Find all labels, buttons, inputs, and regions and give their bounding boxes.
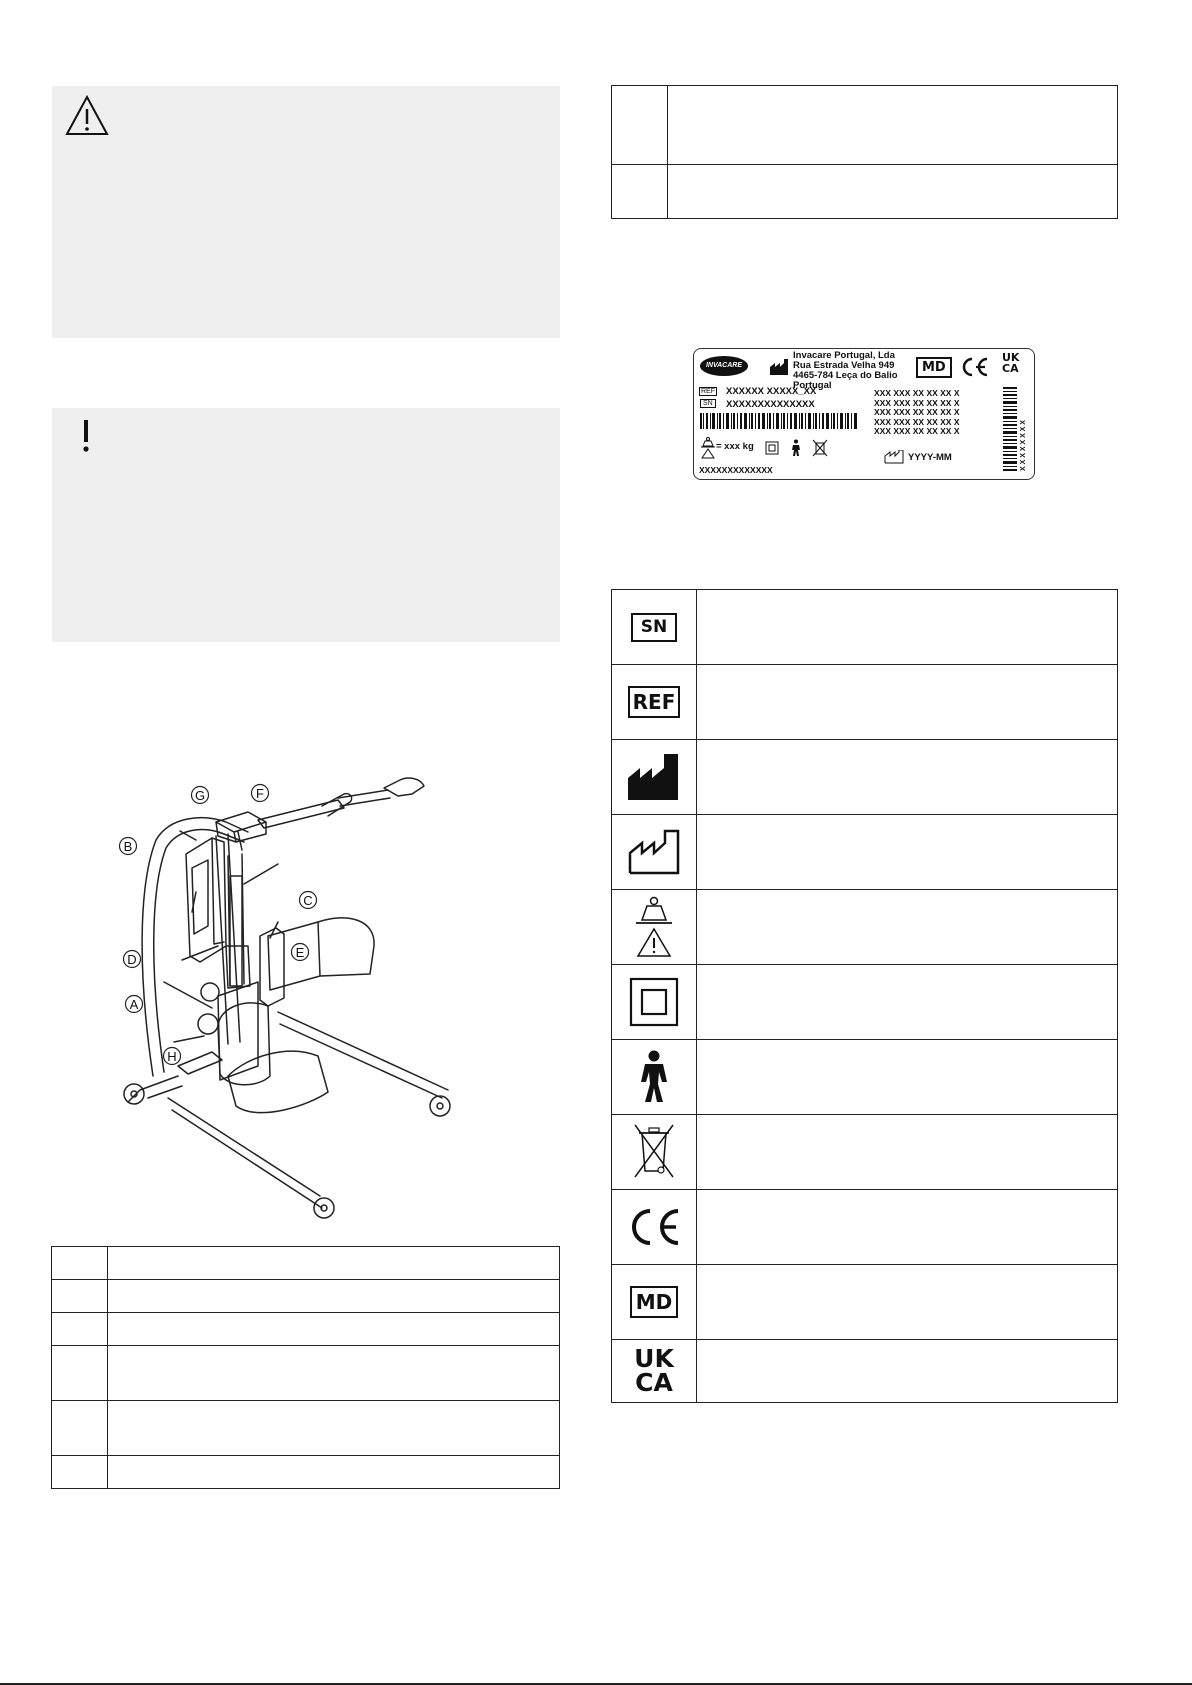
label-safe-load-icon [700, 437, 716, 459]
ukca-mark-icon: UK CA [634, 1344, 674, 1397]
table-row [52, 1247, 560, 1280]
table-row [612, 86, 1118, 165]
table-row [612, 815, 1118, 890]
label-md-mark: MD [916, 357, 952, 378]
label-weight: = xxx kg [716, 441, 754, 452]
table-row [612, 165, 1118, 219]
label-type-b-icon [790, 439, 802, 457]
sn-symbol: SN [631, 613, 677, 642]
components-table [51, 1246, 560, 1489]
table-row [612, 965, 1118, 1040]
manufacturer-address: Invacare Portugal, Lda Rua Estrada Velha 949 4465-784 Leça do Balio Portugal [793, 350, 898, 391]
safe-working-load-icon [634, 896, 674, 958]
table-row [612, 665, 1118, 740]
svg-text:E: E [295, 945, 305, 960]
table-row [52, 1280, 560, 1313]
table-row [52, 1313, 560, 1346]
label-vertical-code: X X X X X X X X [1020, 420, 1027, 471]
table-row [612, 740, 1118, 815]
svg-text:B: B [123, 839, 133, 854]
label-code-lines: XXX XXX XX XX XX X XXX XXX XX XX XX X XXX XXX XX XX XX X XXX XXX XX XX XX X XXX XXX XX XX XX X [874, 388, 960, 436]
md-symbol: MD [630, 1286, 679, 1318]
callout-g [192, 787, 209, 804]
label-ce-mark [959, 357, 989, 377]
invacare-logo: INVACARE [700, 356, 748, 376]
svg-text:D: D [127, 952, 137, 967]
table-row [612, 1340, 1118, 1403]
label-vertical-barcode [1003, 387, 1017, 473]
label-ref-value: XXXXXX XXXXX_XX [726, 386, 817, 397]
label-bottom-code: XXXXXXXXXXXXX [699, 465, 773, 475]
ce-mark-icon [626, 1207, 682, 1247]
table-row [612, 1190, 1118, 1265]
table-row [612, 1115, 1118, 1190]
weee-disposal-icon [633, 1123, 675, 1181]
table-row [612, 590, 1118, 665]
label-date-icon [884, 450, 904, 464]
date-of-manufacture-icon [628, 829, 680, 875]
callout-e [292, 944, 309, 961]
symbols-table [611, 589, 1118, 1403]
label-weee-icon [812, 439, 828, 457]
class-2-equipment-icon [629, 977, 679, 1027]
table-row [612, 1265, 1118, 1340]
svg-text:A: A [129, 997, 139, 1012]
top-right-table [611, 85, 1118, 219]
manufacturer-icon [770, 359, 788, 375]
label-date: YYYY-MM [908, 452, 952, 463]
svg-text:H: H [167, 1049, 177, 1064]
label-barcode [700, 413, 860, 429]
label-sn-value: XXXXXXXXXXXXXX [726, 399, 815, 410]
label-ref-tag: REF [701, 388, 715, 395]
svg-text:C: C [303, 893, 313, 908]
label-sn-tag: SN [700, 399, 716, 408]
callout-f [252, 785, 269, 802]
table-row [52, 1401, 560, 1456]
ref-symbol: REF [628, 686, 681, 718]
product-label [693, 348, 1035, 480]
table-row [612, 890, 1118, 965]
label-ukca-mark: UK CA [1002, 351, 1020, 375]
warning-triangle-icon [64, 94, 110, 138]
callout-c [300, 892, 317, 909]
table-row [52, 1346, 560, 1401]
warning-notice [52, 86, 560, 338]
table-row [612, 1040, 1118, 1115]
stand-aid-diagram [108, 776, 508, 1236]
label-class2-icon [765, 441, 779, 455]
manufacturer-icon [628, 754, 680, 800]
callout-h [164, 1048, 181, 1065]
svg-text:G: G [194, 788, 206, 803]
callout-d [124, 951, 141, 968]
table-row [52, 1456, 560, 1489]
important-notice [52, 408, 560, 642]
type-b-applied-part-icon [637, 1050, 671, 1104]
exclamation-icon [80, 418, 92, 454]
callout-b [120, 838, 137, 855]
svg-text:F: F [256, 786, 264, 801]
callout-a [126, 996, 143, 1013]
